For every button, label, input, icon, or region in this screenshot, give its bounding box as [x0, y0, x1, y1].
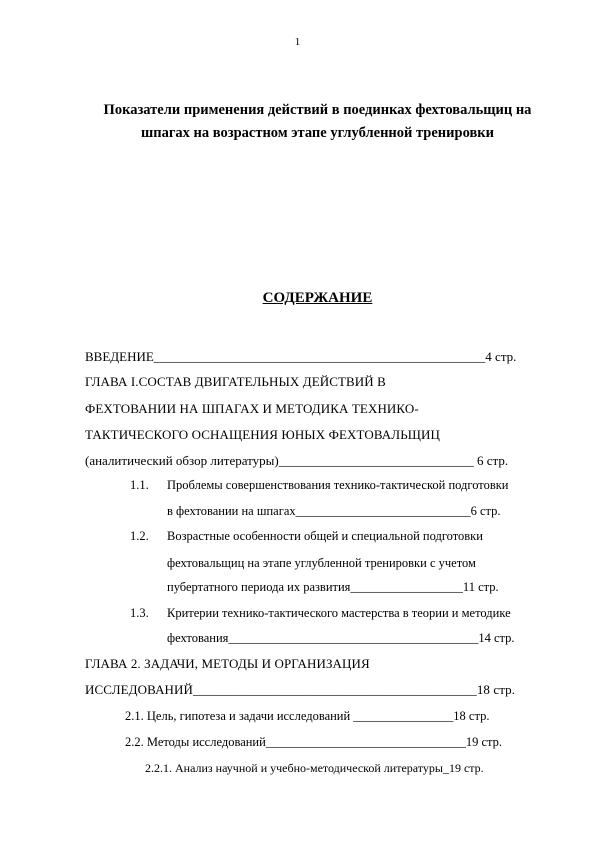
toc-entry-1-1-line-2: в фехтовании на шпагах____________________________6 стр.: [167, 504, 501, 518]
toc-entry-introduction: ВВЕДЕНИЕ___________________________________________________4 стр.: [85, 349, 517, 364]
toc-entry-1-3-line-1: [130, 605, 511, 621]
toc-entry-text: Критерии технико-тактического мастерства в теории и методике: [167, 606, 511, 620]
toc-entry-chapter-1-line-3: ТАКТИЧЕСКОГО ОСНАЩЕНИЯ ЮНЫХ ФЕХТОВАЛЬЩИЦ: [85, 427, 440, 442]
document-title: [60, 99, 575, 145]
toc-entry-chapter-1-line-4: (аналитический обзор литературы)______________________________ 6 стр.: [85, 453, 509, 468]
toc-entry-1-2-line-1: [130, 528, 483, 544]
toc-entry-number: 1.1.: [130, 478, 149, 492]
document-title-line-1: Показатели применения действий в поединках фехтовальщиц на: [103, 102, 532, 118]
toc-entry-1-2-line-3: пубертатного периода их развития__________________11 стр.: [167, 580, 499, 594]
toc-entry-2-2: 2.2. Методы исследований________________________________19 стр.: [125, 735, 502, 749]
toc-entry-2-1: 2.1. Цель, гипотеза и задачи исследований ________________18 стр.: [125, 709, 490, 723]
toc-entry-1-2-line-2: фехтовальщиц на этапе углубленной тренировки с учетом: [167, 556, 476, 570]
toc-entry-chapter-2-line-2: ИССЛЕДОВАНИЙ___________________________________________18 стр.: [85, 682, 516, 697]
toc-entry-text: Возрастные особенности общей и специальной подготовки: [167, 529, 483, 543]
document-title-line-2: шпагах на возрастном этапе углубленной тренировки: [140, 125, 495, 141]
toc-entry-chapter-1-line-2: ФЕХТОВАНИИ НА ШПАГАХ И МЕТОДИКА ТЕХНИКО-: [85, 401, 419, 416]
toc-entry-number: 1.2.: [130, 529, 149, 543]
toc-heading: СОДЕРЖАНИЕ: [262, 290, 373, 306]
toc-entry-1-1-line-1: [130, 477, 509, 493]
page-number: 1: [294, 36, 301, 48]
toc-entry-chapter-2-line-1: ГЛАВА 2. ЗАДАЧИ, МЕТОДЫ И ОРГАНИЗАЦИЯ: [85, 656, 370, 671]
toc-entry-chapter-1-line-1: ГЛАВА I.СОСТАВ ДВИГАТЕЛЬНЫХ ДЕЙСТВИЙ В: [85, 374, 386, 389]
toc-entry-text: Проблемы совершенствования технико-тактической подготовки: [167, 478, 509, 492]
toc-entry-number: 1.3.: [130, 606, 149, 620]
toc-entry-2-2-1: 2.2.1. Анализ научной и учебно-методической литературы_19 стр.: [145, 761, 484, 775]
toc-entry-1-3-line-2: фехтования________________________________________14 стр.: [167, 631, 515, 645]
